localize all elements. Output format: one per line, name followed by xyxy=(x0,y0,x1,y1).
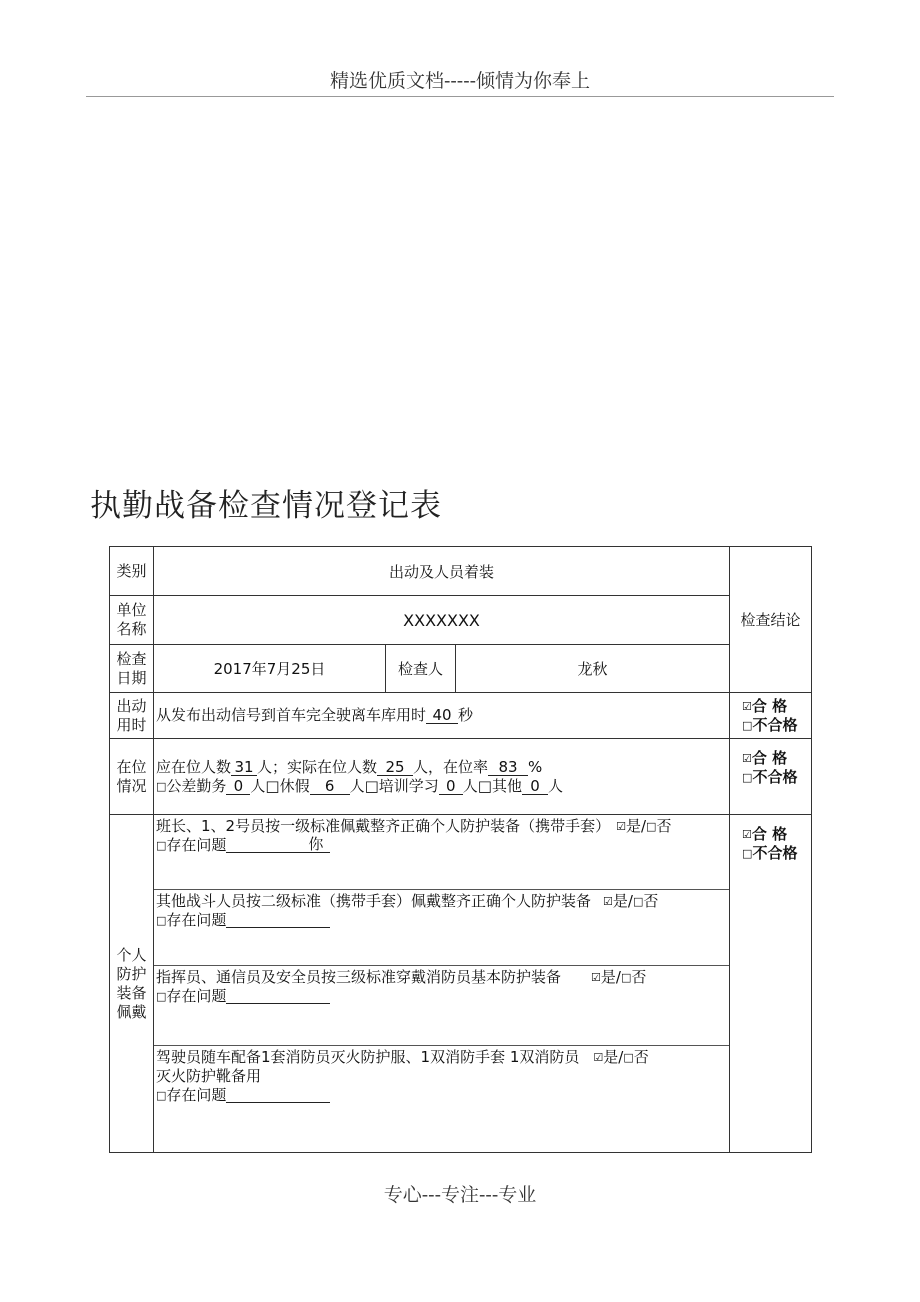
issue-checkbox[interactable]: □ xyxy=(156,839,167,852)
issue-field[interactable] xyxy=(226,1087,330,1103)
issue-field[interactable] xyxy=(226,837,330,853)
inspector-label: 检查人 xyxy=(386,645,456,693)
check-conclusion-label: 检查结论 xyxy=(730,547,812,693)
gear-item-text: 指挥员、通信员及安全员按三级标准穿戴消防员基本防护装备 xyxy=(156,968,562,986)
gear-item-2 xyxy=(154,890,729,965)
yes-checkbox-checked[interactable]: ☑ xyxy=(616,820,626,833)
no-label: 否 xyxy=(631,968,647,986)
gear-item-text-cont: 灭火防护靴备用 xyxy=(156,1067,262,1085)
dispatch-content xyxy=(154,693,730,739)
fail-label: 不合格 xyxy=(752,715,798,734)
pass-checkbox-checked[interactable]: ☑ xyxy=(742,699,752,713)
fail-label: 不合格 xyxy=(752,768,798,786)
training-label: 人□培训学习 xyxy=(349,776,439,795)
unit-value: XXXXXXX xyxy=(154,596,730,645)
fail-checkbox[interactable]: □ xyxy=(742,718,753,732)
no-checkbox[interactable]: □ xyxy=(620,971,632,984)
dispatch-unit: 秒 xyxy=(458,706,474,724)
fail-checkbox[interactable]: □ xyxy=(742,771,753,784)
yes-checkbox-checked[interactable]: ☑ xyxy=(603,895,613,908)
gear-item-4 xyxy=(154,1046,729,1146)
no-label: 否 xyxy=(643,892,659,910)
issue-label: 存在问题 xyxy=(166,836,227,854)
pass-checkbox-checked[interactable]: ☑ xyxy=(742,828,752,841)
presence-actual-field[interactable]: 25 xyxy=(377,759,413,776)
pass-checkbox-checked[interactable]: ☑ xyxy=(742,752,752,765)
business-field[interactable]: 0 xyxy=(226,778,250,795)
header-divider xyxy=(86,96,834,97)
issue-checkbox[interactable]: □ xyxy=(156,914,167,927)
yes-label: 是/ xyxy=(612,892,633,910)
leave-field[interactable]: 6 xyxy=(310,778,350,795)
pass-label: 合 格 xyxy=(751,696,788,715)
issue-label: 存在问题 xyxy=(166,911,227,929)
presence-actual-label: 人；实际在位人数 xyxy=(257,757,378,776)
category-label: 类别 xyxy=(110,547,154,596)
gear-item-text: 其他战斗人员按二级标准（携带手套）佩戴整齐正确个人防护装备 xyxy=(156,892,592,910)
date-label: 检查日期 xyxy=(110,645,154,693)
presence-should-label: 应在位人数 xyxy=(156,757,232,776)
presence-rate-field[interactable]: 83 xyxy=(488,759,528,776)
issue-label: 存在问题 xyxy=(166,987,227,1005)
other-label: 人□其他 xyxy=(462,776,522,795)
issue-field[interactable] xyxy=(226,988,330,1004)
presence-content xyxy=(154,739,730,815)
issue-field[interactable] xyxy=(226,912,330,928)
inspection-form-table xyxy=(109,546,812,1153)
gear-label: 个人防护装备佩戴 xyxy=(110,815,154,1153)
gear-item-text: 驾驶员随车配备1套消防员灭火防护服、1双消防手套 1双消防员 xyxy=(156,1048,580,1066)
page-footer: 专心---专注---专业 xyxy=(383,1184,537,1206)
presence-verdict xyxy=(730,739,812,815)
no-label: 否 xyxy=(656,817,672,835)
dispatch-label: 出动用时 xyxy=(110,693,154,739)
no-checkbox[interactable]: □ xyxy=(623,1051,634,1064)
issue-fill: 你 xyxy=(308,835,324,853)
form-title: 执勤战备检查情况登记表 xyxy=(90,488,442,524)
business-checkbox[interactable]: □ xyxy=(156,779,167,793)
date-value: 2017年7月25日 xyxy=(154,645,386,693)
inspector-value: 龙秋 xyxy=(456,645,730,693)
page-header: 精选优质文档-----倾情为你奉上 xyxy=(329,70,591,92)
yes-label: 是/ xyxy=(600,968,621,986)
business-label: 公差勤务 xyxy=(166,776,227,795)
training-field[interactable]: 0 xyxy=(439,778,463,795)
other-field[interactable]: 0 xyxy=(522,778,548,795)
presence-rate-label: 人，在位率 xyxy=(413,757,489,776)
presence-label: 在位情况 xyxy=(110,739,154,815)
presence-percent: % xyxy=(528,757,543,776)
no-checkbox[interactable]: □ xyxy=(646,820,657,833)
dispatch-seconds-field[interactable]: 40 xyxy=(426,707,458,724)
yes-label: 是/ xyxy=(625,817,647,835)
gear-item-3 xyxy=(154,966,729,1045)
yes-checkbox-checked[interactable]: ☑ xyxy=(593,1051,604,1064)
pass-label: 合 格 xyxy=(751,825,788,843)
issue-checkbox[interactable]: □ xyxy=(156,1089,167,1102)
fail-label: 不合格 xyxy=(752,844,798,862)
category-value: 出动及人员着装 xyxy=(154,547,730,596)
issue-checkbox[interactable]: □ xyxy=(156,990,167,1003)
person-unit: 人 xyxy=(547,776,563,795)
dispatch-text: 从发布出动信号到首车完全驶离车库用时 xyxy=(156,706,427,724)
gear-item-text: 班长、1、2号员按一级标准佩戴整齐正确个人防护装备（携带手套） xyxy=(156,817,611,835)
fail-checkbox[interactable]: □ xyxy=(742,847,753,860)
no-label: 否 xyxy=(633,1048,649,1066)
gear-verdict xyxy=(730,815,812,1153)
yes-checkbox-checked[interactable]: ☑ xyxy=(591,971,601,984)
pass-label: 合 格 xyxy=(751,749,788,767)
yes-label: 是/ xyxy=(603,1048,624,1066)
gear-content xyxy=(154,815,730,1153)
unit-label: 单位名称 xyxy=(110,596,154,645)
dispatch-verdict xyxy=(730,693,812,739)
issue-label: 存在问题 xyxy=(166,1086,227,1104)
presence-should-field[interactable]: 31 xyxy=(231,759,257,776)
gear-item-1 xyxy=(154,815,729,889)
no-checkbox[interactable]: □ xyxy=(632,895,644,908)
leave-label: 人□休假 xyxy=(250,776,310,795)
